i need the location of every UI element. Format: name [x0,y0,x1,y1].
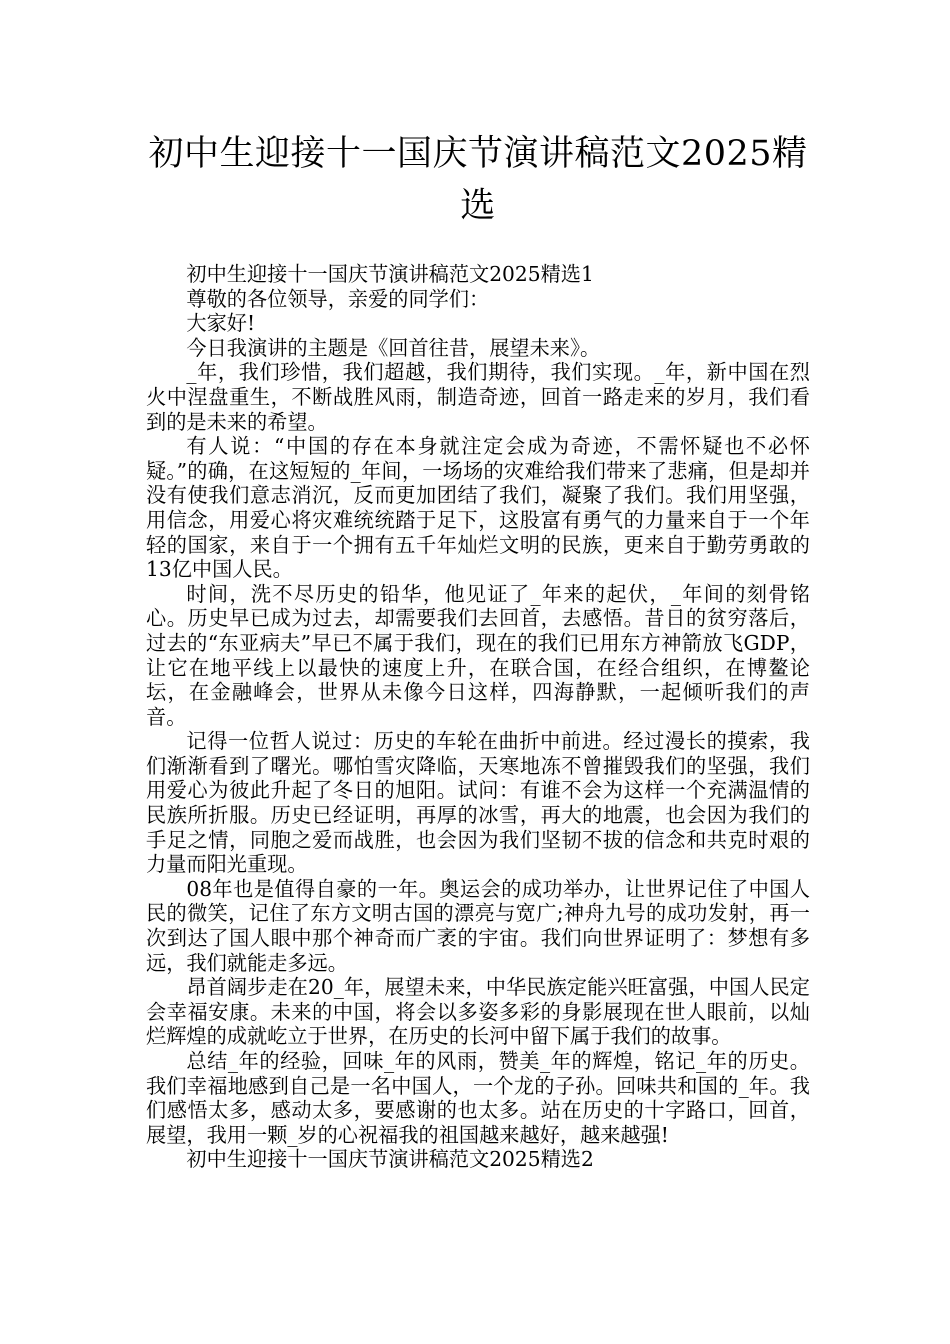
document-body [146,262,810,1172]
paragraph: 时间，洗不尽历史的铅华，他见证了_年来的起伏，_年间的刻骨铭心。历史早已成为过去，却需要我们去回首，去感悟。昔日的贫穷落后，过去的“东亚病夫”早已不属于我们，现在的我们已用东方神箭放飞GDP，让它在地平线上以最快的速度上升，在联合国，在经合组织，在博鳌论坛，在金融峰会，世界从未像今日这样，四海静默，一起倾听我们的声音。 [146,581,810,729]
paragraph: _年，我们珍惜，我们超越，我们期待，我们实现。_年，新中国在烈火中涅盘重生，不断战胜风雨，制造奇迹，回首一路走来的岁月，我们看到的是未来的希望。 [146,360,810,434]
paragraph: 昂首阔步走在20_年，展望未来，中华民族定能兴旺富强，中国人民定会幸福安康。未来的中国，将会以多姿多彩的身影展现在世人眼前，以灿烂辉煌的成就屹立于世界，在历史的长河中留下属于我们的故事。 [146,975,810,1049]
section-heading-2: 初中生迎接十一国庆节演讲稿范文2025精选2 [186,1147,594,1172]
greeting: 大家好! [186,311,256,336]
section-heading-1: 初中生迎接十一国庆节演讲稿范文2025精选1 [186,262,594,286]
paragraph: 08年也是值得自豪的一年。奥运会的成功举办，让世界记住了中国人民的微笑，记住了东方文明古国的漂亮与宽广;神舟九号的成功发射，再一次到达了国人眼中那个神奇而广袤的宇宙。我们向世界证明了：梦想有多远，我们就能走多远。 [146,876,810,975]
paragraph: 有人说：“中国的存在本身就注定会成为奇迹，不需怀疑也不必怀疑。”的确，在这短短的_年间，一场场的灾难给我们带来了悲痛，但是却并没有使我们意志消沉，反而更加团结了我们，凝聚了我们。我们用坚强，用信念，用爱心将灾难统统踏于足下，这股富有勇气的力量来自于一个年轻的国家，来自于一个拥有五千年灿烂文明的民族，更来自于勤劳勇敢的13亿中国人民。 [146,434,810,582]
speech-topic: 今日我演讲的主题是《回首往昔，展望未来》。 [186,335,601,360]
paragraph: 总结_年的经验，回味_年的风雨，赞美_年的辉煌，铭记_年的历史。我们幸福地感到自己是一名中国人，一个龙的子孙。回味共和国的_年。我们感悟太多，感动太多，要感谢的也太多。站在历史的十字路口，回首，展望，我用一颗_岁的心祝福我的祖国越来越好，越来越强! [146,1049,810,1147]
document-title: 初中生迎接十一国庆节演讲稿范文2025精选 [148,134,808,226]
paragraph: 记得一位哲人说过：历史的车轮在曲折中前进。经过漫长的摸索，我们渐渐看到了曙光。哪怕雪灾降临，天寒地冻不曾摧毁我们的坚强，我们用爱心为彼此升起了冬日的旭阳。试问：有谁不会为这样一个充满温情的民族所折服。历史已经证明，再厚的冰雪，再大的地震，也会因为我们的手足之情，同胞之爱而战胜，也会因为我们坚韧不拔的信念和共克时艰的力量而阳光重现。 [146,729,810,877]
salutation: 尊敬的各位领导，亲爱的同学们： [186,286,490,311]
